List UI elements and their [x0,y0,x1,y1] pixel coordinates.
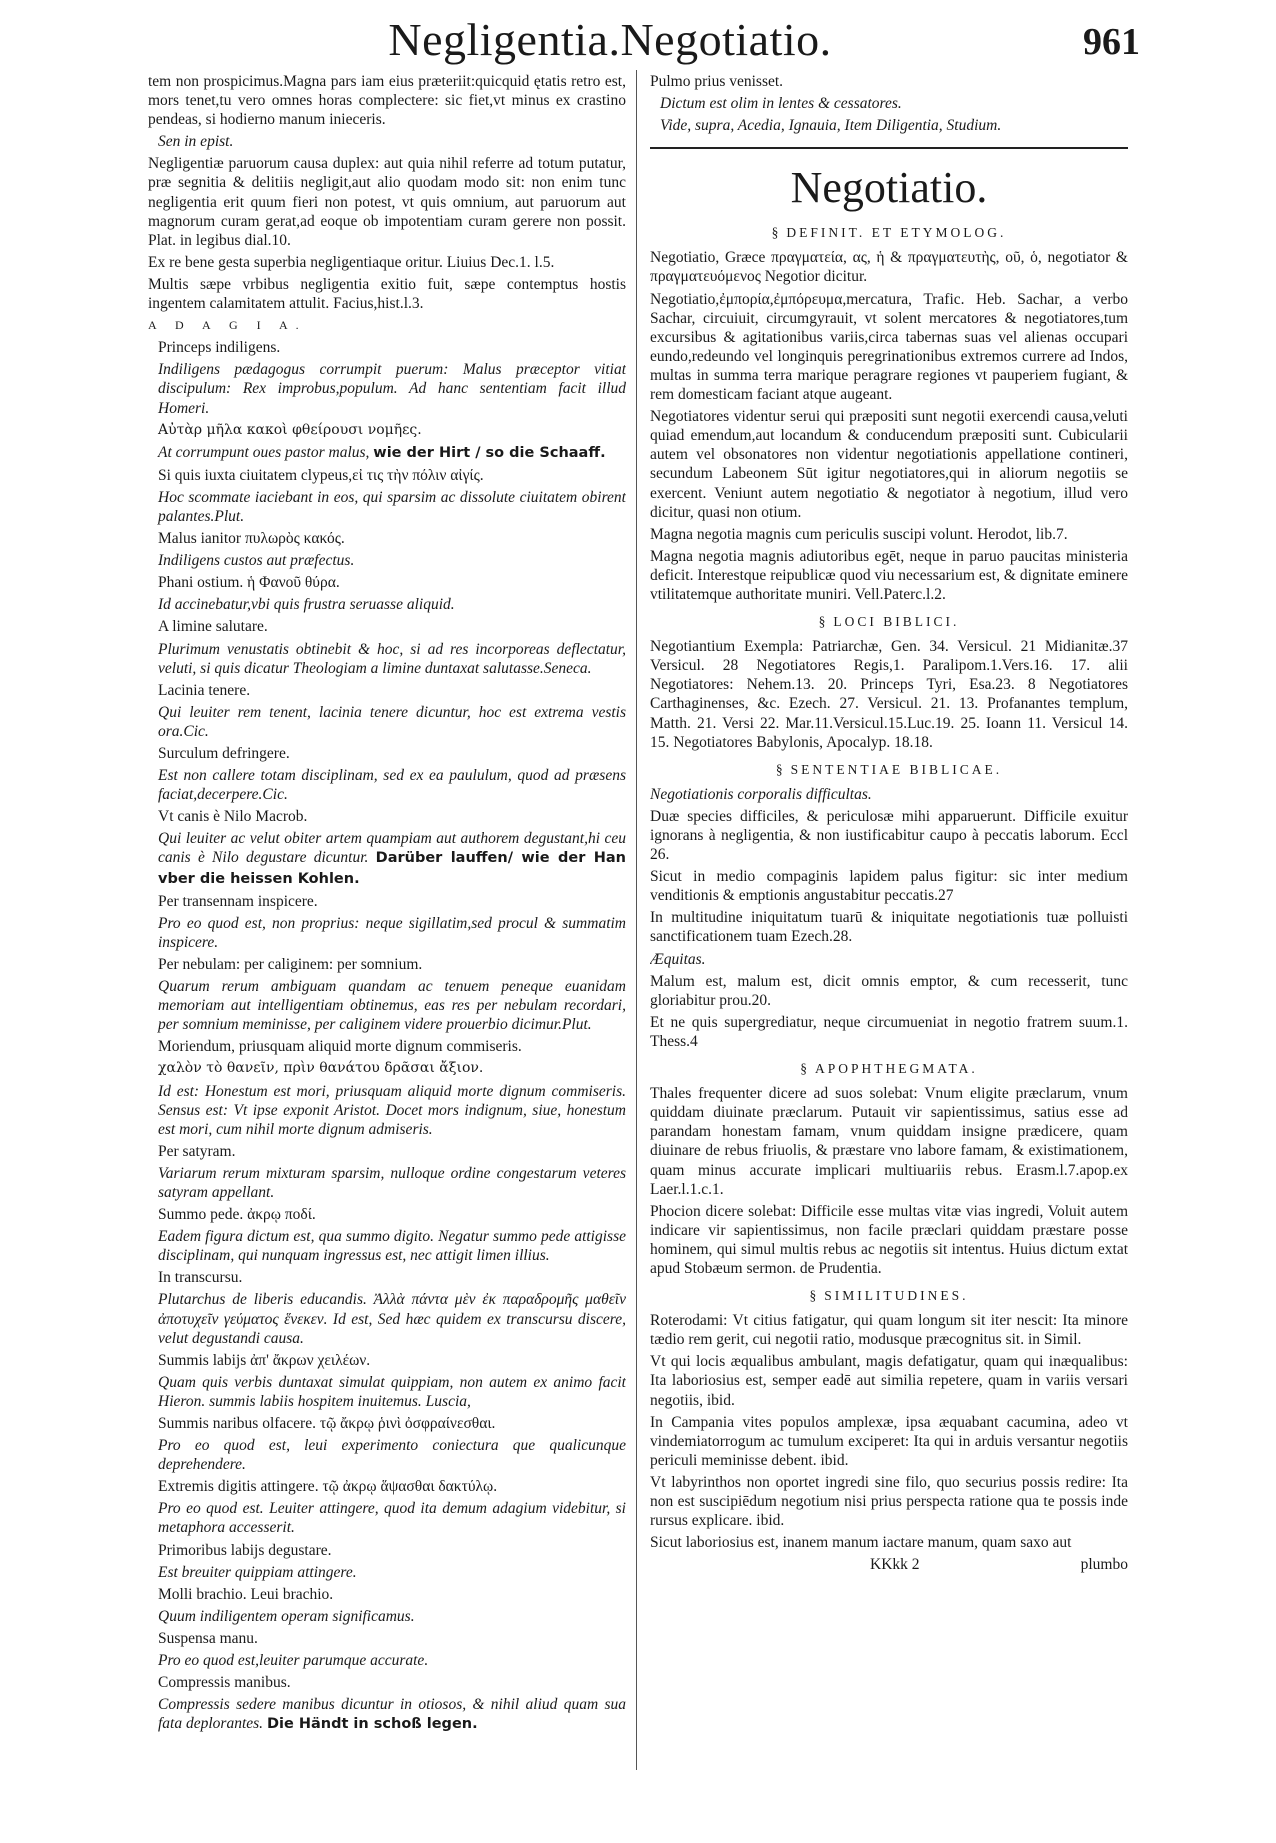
pilcrow-icon: § [775,761,783,777]
entry-sections [650,223,1128,1552]
gloss-paragraph: Pro eo quod est, leui experimento coniectura que qualicunque deprehendere. [158,1437,626,1474]
text-paragraph: Magna negotia magnis cum periculis suscipi volunt. Herodot, lib.7. [650,525,1068,543]
gloss-paragraph: Quam quis verbis duntaxat simulat quippiam, non autem ex animo facit Hieron. summis labiis hospitem inuitemus. Luscia, [158,1373,626,1410]
gloss-paragraph: Id accinebatur,vbi quis frustra seruasse aliquid. [158,596,455,614]
section-heading [650,1286,1128,1305]
gloss-paragraph: Plurimum venustatis obtinebit & hoc, si ad res incorporeas deflectatur, veluti, si quis dicatur Theologiam a limine duntaxat salutasse.Seneca. [158,640,626,677]
german-proverb: wie der Hirt / so die Schaaff. [373,444,606,461]
gloss-paragraph: Vide, supra, Acedia, Ignauia, Item Diligentia, Studium. [660,117,1002,135]
section-heading [650,612,1128,631]
gloss-paragraph: Plutarchus de liberis educandis. Ἀλλὰ πάντα μὲν ἐκ παραδρομῆς μαθεῖν ἀποτυχεῖν γεύματος ἕνεκεν. Id est, Sed hæc quidem ex transcursu discere, velut degustandi causa. [158,1291,626,1347]
pilcrow-icon: § [818,614,826,630]
text-paragraph: Roterodami: Vt citius fatigatur, qui quam longum sit iter nescit: Ita minore tædio rem gerit, cui negotii ratio, modusque præcognitus sit. in Simil. [650,1312,1128,1349]
text-paragraph: Negotiatio,ἐμπορία,ἐμπόρευμα,mercatura, Trafic. Heb. Sachar, a verbo Sachar, circuiuit, circumgyrauit, vt solent mercatores & negotiatores,tum excursibus & agitationibus variis,circa tabernas suas vel alienas occupari eundo,redeundo vel longinquis peregrinationibus extremos currere ad Indos, multas in summa terra marique peragrare regiones vt pauperiem fugiant, & rem domesticam faciant atque augeant. [650,290,1128,404]
gloss-paragraph: Indiligens pædagogus corrumpit puerum: Malus præceptor vitiat discipulum: Rex improbus,populum. Ad hanc sententiam facit illud Homeri. [158,361,626,417]
gloss-paragraph: Est breuiter quippiam attingere. [158,1563,357,1581]
right-column-continuation [650,72,1128,135]
section-rule [650,147,1128,149]
section-heading [650,223,1128,242]
pilcrow-icon: § [809,1288,817,1304]
text-paragraph: Phocion dicere solebat: Difficile esse multas vitæ vias ingredi, Voluit autem indicare vir sapientissimus, non facile præclari quiddam præstare posse hominem, qui simul multis rebus ac negotiis sit intentus. Huius dictum extat apud Stobæum sermon. de Prudentia. [650,1202,1128,1277]
adage-lemma: Moriendum, priusquam aliquid morte dignum commiseris. [158,1038,522,1056]
adage-lemma: Suspensa manu. [158,1629,258,1647]
adage-lemma: Compressis manibus. [158,1674,291,1692]
gloss-text: Compressis sedere manibus dicuntur in otiosos, & nihil aliud quam sua fata deplorantes. [158,1696,626,1733]
gloss-paragraph: Quarum rerum ambiguam quandam ac tenuem peneque euanidam memoriam aut intelligentiam obtinemus, eas res per nebulam recordari, per somnium meminisse, per caliginem videre prouerbio dicimur.Plut. [158,978,626,1034]
adage-lemma: Lacinia tenere. [158,681,251,699]
section-title: DEFINIT. ET ETYMOLOG. [786,225,1007,241]
adage-lemma: Primoribus labijs degustare. [158,1541,332,1559]
page-number: 961 [1083,21,1140,63]
left-column [148,72,626,1777]
subsection-heading: A D A G I A. [148,318,307,333]
gloss-paragraph [148,443,626,463]
gloss-paragraph [148,829,626,888]
gloss-paragraph: Qui leuiter rem tenent, lacinia tenere dicuntur, hoc est extrema vestis ora.Cic. [158,703,626,740]
gloss-paragraph: Pro eo quod est, non proprius: neque sigillatim,sed procul & summatim inspicere. [158,914,626,951]
section-heading [650,760,1128,779]
section-title: SENTENTIAE BIBLICAE. [790,761,1003,777]
gloss-paragraph: Id est: Honestum est mori, priusquam aliquid morte dignum commiseris. Sensus est: Vt ipse exponit Aristot. Docet mors indignum, siue, honestum est mori, cum nihil morte dignum admiseris. [158,1082,626,1138]
section-title: APOPHTHEGMATA. [814,1061,978,1077]
adage-lemma: Per nebulam: per caliginem: per somnium. [158,955,423,973]
gloss-paragraph: Pro eo quod est,leuiter parumque accurate. [158,1652,429,1670]
running-title: Negligentia.Negotiatio. [388,14,832,65]
german-proverb: Die Händt in schoß legen. [266,1716,478,1733]
text-paragraph: In multitudine iniquitatum tuarū & iniquitate negotiationis tuæ polluisti sanctificationem tuam Ezech.28. [650,909,1128,946]
rubric: Æquitas. [650,950,706,968]
text-paragraph: Negotiantium Exempla: Patriarchæ, Gen. 34. Versicul. 21 Midianitæ.37 Versicul. 28 Negotiatores Regis,1. Paralipom.1.Vers.16. 17. alii Negotiatores: Nehem.13. 20. Princeps Tyri, Esa.23. 8 Negotiatores Carthaginenses, &c. Ezech. 27. Versicul. 21. 13. Profanantes templum, Matth. 21. Versi 22. Mar.11.Versicul.15.Luc.19. 25. Ioann 11. Versicul 14. 15. Negotiatores Babylonis, Apocalyp. 18.18. [650,638,1128,751]
gloss-text: At corrumpunt oues pastor malus, [158,443,374,461]
adage-lemma: Summis naribus olfacere. τῷ ἄκρῳ ῥινὶ ὀσφραίνεσθαι. [158,1415,496,1432]
entry-heading: Negotiatio. [790,163,988,213]
gloss-paragraph: Pro eo quod est. Leuiter attingere, quod ita demum adagium videbitur, si metaphora accesserit. [158,1500,626,1537]
text-paragraph: Magna negotia magnis adiutoribus egēt, neque in paruo paucitas ministeria deficit. Interestque reipublicæ quod viu necessarium est, & dignitate eminere vtilitatemque authoritate muniri. Vell.Paterc.l.2. [650,547,1128,603]
right-column [650,72,1128,1777]
section-heading [650,1059,1128,1078]
signature-mark: KKkk 2 [870,1556,920,1574]
text-paragraph: Negotiatio, Græce πραγματεία, ας, ἡ & πραγματευτὴς, οῦ, ὁ, negotiator & πραγματευόμενος Negotior dicitur. [650,249,1128,286]
catchword: plumbo [1080,1556,1128,1574]
german-proverb: Darüber lauffen/ wie der Han vber die heissen Kohlen. [158,850,626,887]
text-paragraph: tem non prospicimus.Magna pars iam eius præteriit:quicquid ętatis retro est, mors tenet,tu vero omnes horas complectere: sic fiet,vt minus ex crastino pendeas, si hodierno manum inieceris. [148,73,626,129]
adage-lemma: A limine salutare. [158,618,268,636]
gloss-paragraph: Variarum rerum mixturam sparsim, nulloque ordine congestarum veteres satyram appellant. [158,1164,626,1201]
adage-lemma: Molli brachio. Leui brachio. [158,1585,334,1603]
adage-lemma: Surculum defringere. [158,745,290,762]
pilcrow-icon: § [800,1061,807,1077]
rubric: Negotiationis corporalis difficultas. [650,785,872,803]
text-paragraph: Sicut in medio compaginis lapidem palus figitur: sic inter medium venditionis & emptionis angustabitur peccatis.27 [650,868,1128,905]
adage-lemma: Per satyram. [158,1142,236,1160]
adage-lemma: Extremis digitis attingere. τῷ ἀκρῳ ἅψασθαι δακτύλῳ. [158,1478,498,1496]
text-paragraph: Negotiatores videntur serui qui præpositi sunt negotii exercendi causa,veluti quiad emendum,aut locandum & conducendum præpositi sunt. Cubicularii autem vel obsonatores non videntur negotiationis appellatione contineri, secundum Labeonem Sūt igitur negotiatores,qui in aliorum negotiis se exercent. Veniunt autem negotiatio & negotiator à negotium, illud vero dicitur, quasi non otium. [650,408,1128,521]
adage-lemma: Per transennam inspicere. [158,892,318,910]
gloss-paragraph: Sen in epist. [158,133,234,151]
adage-lemma: Summo pede. ἀκρῳ ποδί. [158,1206,316,1224]
section-title: SIMILITUDINES. [824,1288,969,1304]
adage-lemma: Phani ostium. ἡ Φανοῦ θύρα. [158,574,340,592]
text-paragraph: Pulmo prius venisset. [650,73,784,90]
gloss-text: Qui leuiter ac velut obiter artem quampiam aut authorem degustant,hi ceu canis è Nilo degustare dicuntur. [158,830,626,867]
gloss-paragraph: Hoc scommate iaciebant in eos, qui sparsim ac dissolute ciuitatem obirent palantes.Plut. [158,488,626,525]
text-paragraph: Duæ species difficiles, & periculosæ mihi apparuerunt. Difficile exuitur ignorans à negligentia, & non iustificabitur caupo à peccatis laborum. Eccl 26. [650,807,1128,864]
text-paragraph: Sicut laboriosius est, inanem manum iactare manum, quam saxo aut [650,1534,1072,1552]
adage-lemma: Vt canis è Nilo Macrob. [158,808,308,826]
gloss-paragraph: Dictum est olim in lentes & cessatores. [660,95,902,113]
greek-quotation: Αὐτὰρ μῆλα κακοὶ φθείρουσι νομῆες. [158,421,422,438]
column-divider [636,70,637,1770]
gloss-paragraph: Quum indiligentem operam significamus. [158,1607,415,1625]
text-paragraph: Negligentiæ paruorum causa duplex: aut quia nihil referre ad totum putatur, præ segnitia & delitiis negligit,aut alio quodam modo sit: non enim tunc negligentia erit quum fieri non potest, vt quis omnium, aut paruorum aut magnorum curam gerat,ad eoque ob impotentiam curam gerere non possit. Plat. in legibus dial.10. [148,155,626,249]
gloss-paragraph [148,1695,626,1734]
gloss-paragraph: Indiligens custos aut præfectus. [158,552,355,570]
text-paragraph: In Campania vites populos amplexæ, ipsa æquabant cacumina, adeo vt vindemiatorrogum ac tumulum exciperet: Ita qui in arduis versantur negotiis periculi meminisse debent. ibid. [650,1413,1128,1469]
adage-lemma: Si quis iuxta ciuitatem clypeus,εἰ τις τὴν πόλιν αἰγίς. [158,466,484,484]
text-paragraph: Vt labyrinthos non oportet ingredi sine filo, quo securius possis redire: Ita non est suscipiēdum negotium nisi prius perspecta ratione qua te possis inde rursus explicare. ibid. [650,1473,1128,1530]
text-paragraph: Ex re bene gesta superbia negligentiaque oritur. Liuius Dec.1. l.5. [148,253,555,271]
gloss-paragraph: Est non callere totam disciplinam, sed ex ea paululum, quod ad præsens faciat,decerpere.Cic. [158,767,626,804]
gloss-paragraph: Eadem figura dictum est, qua summo digito. Negatur summo pede attigisse disciplinam, qui nunquam ingressus est, nec attigit limen illius. [158,1228,626,1265]
page-footer [650,1555,1128,1574]
adage-lemma: Malus ianitor πυλωρὸς κακός. [158,530,345,548]
section-title: LOCI BIBLICI. [833,614,960,630]
adage-lemma: Princeps indiligens. [158,339,281,357]
pilcrow-icon: § [771,225,779,241]
text-paragraph: Vt qui locis æqualibus ambulant, magis defatigatur, quam qui inæqualibus: Ita laboriosius est, semper eadē aut similia repetere, quam in variis versari negotiis, ibid. [650,1353,1128,1409]
text-paragraph: Malum est, malum est, dicit omnis emptor, & cum recesserit, tunc gloriabitur prou.20. [650,972,1128,1009]
greek-quotation: χαλὸν τὸ θανεῖν, πρὶν θανάτου δρᾶσαι ἄξιον. [158,1060,484,1077]
adage-lemma: In transcursu. [158,1269,243,1287]
text-paragraph: Thales frequenter dicere ad suos solebat: Vnum eligite præclarum, vnum quiddam diuinate præclarum. Putauit vir sapientissimus, satius esse ad parandam honestam famam, vnum quiddam insigne prædicere, quam diuinare de rebus friuolis, & præstare vno labore famam, & existimationem, quam minus accurate implicari multiuariis rebus. Erasm.l.7.apop.ex Laer.l.1.c.1. [650,1085,1128,1198]
text-paragraph: Multis sæpe vrbibus negligentia exitio fuit, sæpe contemptus hostis ingentem calamitatem attulit. Facius,hist.l.3. [148,275,626,313]
adage-lemma: Summis labijs ἀπ' ἄκρων χειλέων. [158,1351,371,1369]
text-paragraph: Et ne quis supergrediatur, neque circumueniat in negotio fratrem suum.1. Thess.4 [650,1013,1128,1050]
